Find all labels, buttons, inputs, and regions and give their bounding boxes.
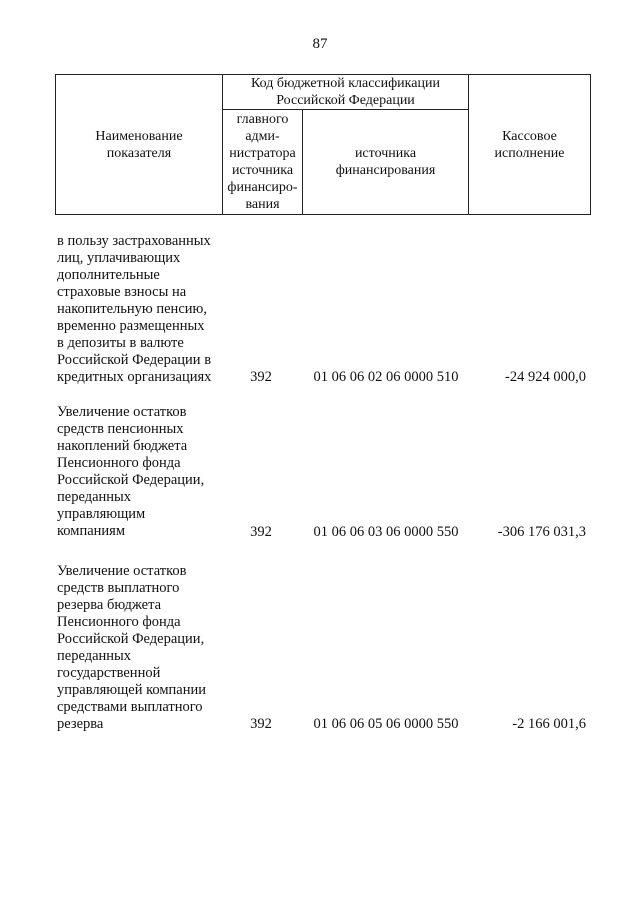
row-source-code: 01 06 06 03 06 0000 550 <box>313 524 459 540</box>
row-admin-code: 392 <box>250 524 272 540</box>
header-admin-label: главного адми- нистратора источника финансиро- вания <box>227 112 298 212</box>
row-amount: -2 166 001,6 <box>512 716 586 732</box>
row-name: Увеличение остатков средств пенсионных накоплений бюджета Пенсионного фонда Российской Федерации, переданных управляющим компаниям <box>57 404 205 539</box>
header-budget-code-group <box>223 75 468 109</box>
header-name-column <box>56 75 222 214</box>
header-source-label: источника финансирования <box>335 146 436 178</box>
row-amount: -306 176 031,3 <box>497 524 586 540</box>
header-name-label: Наименование показателя <box>95 128 183 161</box>
header-admin-column <box>223 110 302 214</box>
header-budget-code-label: Код бюджетной классификации Российской Федерации <box>251 76 440 108</box>
row-source-code: 01 06 06 05 06 0000 550 <box>313 716 459 732</box>
header-amount-label: Кассовое исполнение <box>494 128 565 161</box>
row-name: в пользу застрахованных лиц, уплачивающих дополнительные страховые взносы на накопительную пенсию, временно размещенных в депозиты в валюте Российской Федерации в кредитных организациях <box>57 233 212 385</box>
row-admin-code: 392 <box>250 369 272 385</box>
header-border-right <box>590 74 591 215</box>
page-number: 87 <box>312 36 328 52</box>
header-border-bottom <box>55 214 591 215</box>
table-header <box>55 74 591 215</box>
row-name: Увеличение остатков средств выплатного резерва бюджета Пенсионного фонда Российской Федерации, переданных государственной управляющей компании средствами выплатного резерва <box>57 563 207 732</box>
row-amount: -24 924 000,0 <box>505 369 586 385</box>
row-admin-code: 392 <box>250 716 272 732</box>
row-source-code: 01 06 06 02 06 0000 510 <box>313 369 459 385</box>
header-source-column <box>303 110 468 214</box>
header-amount-column <box>469 75 590 214</box>
